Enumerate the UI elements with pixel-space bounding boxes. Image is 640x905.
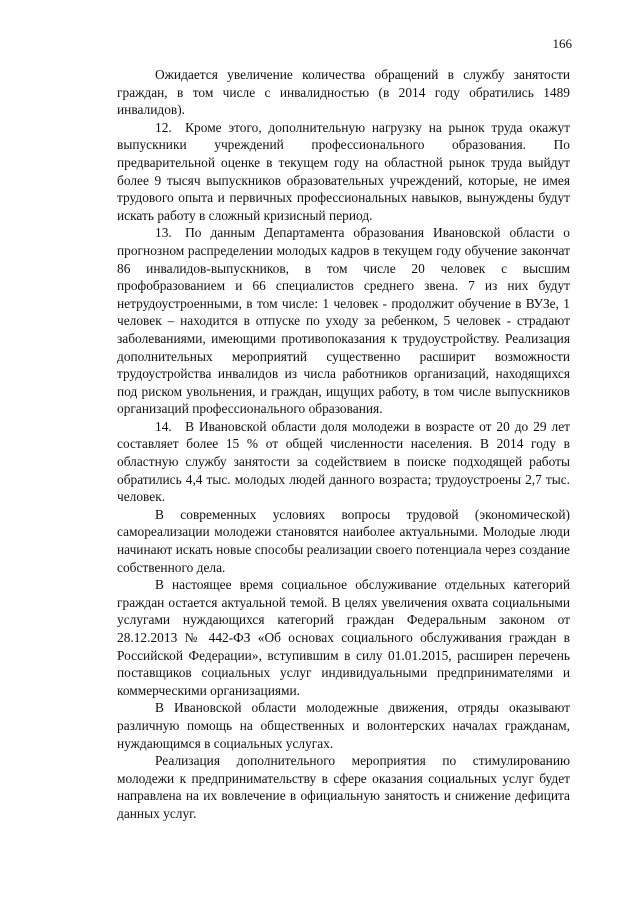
paragraph-4: 14. В Ивановской области доля молодежи в возрасте от 20 до 29 лет составляет более 15 % от общей численности населения. В 2014 году в областную службу занятости за содействием в поиске подходящей работы обратились 4,4 тыс. молодых людей данного возраста; трудоустроены 2,7 тыс. человек.: [117, 418, 570, 505]
paragraph-6: В настоящее время социальное обслуживание отдельных категорий граждан остается актуальной темой. В целях увеличения охвата социальными услугами нуждающихся категорий граждан Федеральным законом от 28.12.2013 № 442-ФЗ «Об основах социального обслуживания граждан в Российской Федерации», вступившим в силу 01.01.2015, расширен перечень поставщиков социальных услуг индивидуальными предпринимателями и коммерческими организациями.: [117, 577, 570, 698]
paragraph-7: В Ивановской области молодежные движения, отряды оказывают различную помощь на общественных и волонтерских началах гражданам, нуждающимся в социальных услугах.: [117, 700, 570, 751]
page-number: 166: [552, 36, 572, 51]
document-body: [117, 66, 570, 823]
paragraph-2: 12. Кроме этого, дополнительную нагрузку на рынок труда окажут выпускники учреждений профессионального образования. По предварительной оценке в текущем году на областной рынок труда выйдут более 9 тысяч выпускников образовательных учреждений, которые, не имея трудового опыта и первичных профессиональных навыков, вынуждены будут искать работу в сложный кризисный период.: [117, 119, 570, 223]
paragraph-1: Ожидается увеличение количества обращений в службу занятости граждан, в том числе с инвалидностью (в 2014 году обратились 1489 инвалидов).: [117, 67, 570, 118]
paragraph-5: В современных условиях вопросы трудовой (экономической) самореализации молодежи становятся наиболее актуальными. Молодые люди начинают искать новые способы реализации своего потенциала через создание собственного дела.: [117, 506, 570, 575]
paragraph-3: 13. По данным Департамента образования Ивановской области о прогнозном распределении молодых кадров в текущем году обучение закончат 86 инвалидов-выпускников, в том числе 20 человек с высшим профобразованием и 66 специалистов среднего звена. 7 из них будут нетрудоустроенными, в том числе: 1 человек - продолжит обучение в ВУЗе, 1 человек – находится в отпуске по уходу за ребенком, 5 человек - страдают заболеваниями, имеющими противопоказания к трудоустройству. Реализация дополнительных мероприятий существенно расширит возможности трудоустройства инвалидов из числа работников организаций, находящихся под риском увольнения, и граждан, ищущих работу, в том числе выпускников организаций профессионального образования.: [117, 225, 570, 417]
paragraph-8: Реализация дополнительного мероприятия по стимулированию молодежи к предпринимательству в сфере оказания социальных услуг будет направлена на их вовлечение в официальную занятость и снижение дефицита данных услуг.: [117, 753, 570, 821]
